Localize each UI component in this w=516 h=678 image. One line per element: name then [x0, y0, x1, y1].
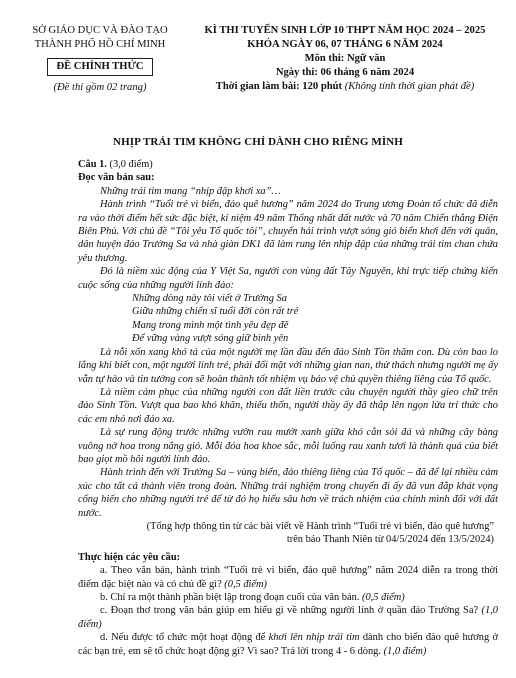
exam-dates: KHÓA NGÀY 06, 07 THÁNG 6 NĂM 2024 — [247, 39, 443, 50]
task-points: (1,0 điểm) — [383, 645, 427, 657]
poem-line: Để vững vàng vượt sóng giữ bình yên — [132, 333, 289, 345]
exam-header — [186, 24, 504, 94]
task-text: c. Đoạn thơ trong văn bản giúp em hiểu gì về những người lính ở quần đảo Trường Sa? — [100, 605, 479, 617]
task-text: b. Chỉ ra một thành phần biệt lập trong đoạn cuối của văn bản. — [100, 592, 360, 603]
task-points: (0,5 điểm) — [224, 578, 268, 590]
department-header — [20, 24, 180, 95]
lead-line: Những trái tim mang “nhịp đập khơi xa”… — [100, 185, 281, 197]
department-line-2: THÀNH PHỐ HỒ CHÍ MINH — [34, 39, 166, 50]
task-points: (1,0 điểm) — [78, 605, 498, 630]
exam-body — [78, 158, 498, 658]
reading-instruction: Đọc văn bản sau: — [78, 172, 155, 184]
task-item — [78, 631, 498, 658]
task-item — [78, 564, 498, 591]
task-item — [78, 604, 498, 631]
department-line-1: SỞ GIÁO DỤC VÀ ĐÀO TẠO — [32, 25, 168, 36]
task-item — [78, 591, 498, 604]
exam-duration — [186, 80, 504, 94]
question-points: (3,0 điểm) — [109, 159, 153, 170]
task-points: (0,5 điểm) — [362, 592, 405, 603]
source-citation-line-2: trên báo Thanh Niên từ 04/5/2024 đến 13/5/2024) — [286, 534, 494, 546]
task-text-italic: khơi lên nhịp trái tim — [268, 632, 360, 644]
passage-paragraph: Là niềm cảm phục của những người con đất liền trước câu chuyện người thầy gieo chữ trên đảo Sinh Tồn. Vượt qua bao khó khăn, thiếu thốn, người thầy ấy đã thắp lên ngọn lửa tri thức cho các em nhỏ nơi đảo xa. — [78, 386, 498, 425]
exam-day: Ngày thi: 06 tháng 6 năm 2024 — [275, 67, 415, 78]
exam-title: KÌ THI TUYỂN SINH LỚP 10 THPT NĂM HỌC 2024 – 2025 — [204, 25, 486, 36]
poem-line: Giữa những chiến sĩ tuổi đời còn rất trẻ — [132, 306, 299, 318]
duration-text: Thời gian làm bài: 120 phút — [215, 81, 343, 92]
tasks-heading: Thực hiện các yêu cầu: — [78, 551, 181, 563]
passage-paragraph: Hành trình đến với Trường Sa – vùng biển, đảo thiêng liêng của Tổ quốc – đã để lại nhiều cảm xúc cho tất cả thành viên trong đoàn. Những trải nghiệm trong chuyến đi ấy đã vun đắp khát vọng cống hiến cho những người trẻ để từ đó họ hiểu sâu hơn về trách nhiệm của chính mình đối với đất nước. — [78, 467, 498, 519]
exam-subject: Môn thi: Ngữ văn — [304, 53, 386, 64]
page-title: NHỊP TRÁI TIM KHÔNG CHỈ DÀNH CHO RIÊNG MÌNH — [113, 136, 403, 148]
source-citation-line-1: (Tổng hợp thông tin từ các bài viết về Hành trình “Tuổi trẻ vì biển, đảo quê hương” — [146, 520, 494, 532]
duration-note: (Không tính thời gian phát đề) — [344, 81, 475, 92]
official-exam-label: ĐỀ CHÍNH THỨC — [47, 58, 152, 76]
poem-line: Mang trong mình một tình yêu đẹp đẽ — [132, 319, 289, 331]
task-text-suffix: dành cho biển đảo quê hương ở các bạn trẻ, em sẽ tổ chức hoạt động gì? Vì sao? Trả lời trong 4 - 6 dòng. — [78, 632, 498, 657]
pages-note: (Đề thi gồm 02 trang) — [53, 82, 147, 93]
poem-line: Những dòng này tôi viết ở Trường Sa — [132, 293, 287, 305]
task-text-prefix: d. Nếu được tổ chức một hoạt động để — [100, 632, 269, 644]
passage-paragraph: Đó là niềm xúc động của Y Việt Sa, người con vùng đất Tây Nguyên, khi trực tiếp chứng kiến cuộc sống của những người lính đảo: — [78, 266, 498, 291]
passage-paragraph: Là sự rung động trước những vườn rau mướt xanh giữa khó cằn sỏi đá và những cây bàng vuông nở hoa trong nắng gió. Mỗi đóa hoa khoe sắc, mỗi luống rau xanh tươi là thành quả của biết bao giọt mồ hôi người lính đảo. — [78, 427, 498, 465]
passage-paragraph: Hành trình “Tuổi trẻ vì biển, đảo quê hương” năm 2024 do Trung ương Đoàn tổ chức đã diễn ra vào thời điểm hết sức đặc biệt, kỉ niệm 49 năm Thống nhất đất nước và 70 năm Chiến thắng Điện Biên Phủ. Với chủ đề “Tôi yêu Tổ quốc tôi”, chuyến hải trình vượt sóng gió biển khơi đến với quân, dân huyện đảo Trường Sa và nhà giàn DK1 đã làm rung lên nhịp đập của những trái tim chan chứa yêu thương. — [78, 199, 498, 264]
task-text: a. Theo văn bản, hành trình “Tuổi trẻ vì biển, đảo quê hương” năm 2024 diễn ra trong thời điểm đặc biệt nào và có chủ đề gì? — [78, 565, 498, 590]
passage-paragraph: Là nỗi xốn xang khó tả của một người mẹ lần đầu đến đảo Sinh Tồn thăm con. Dù còn bao lo lắng khi biết con, một người lính trẻ, phải đối mặt với những gian nan, thử thách nhưng người mẹ ấy vẫn tự hào và tin tưởng con sẽ hoàn thành tốt nhiệm vụ bảo vệ chủ quyền thiêng liêng của Tổ quốc. — [78, 346, 498, 385]
question-label: Câu 1. — [78, 159, 107, 170]
